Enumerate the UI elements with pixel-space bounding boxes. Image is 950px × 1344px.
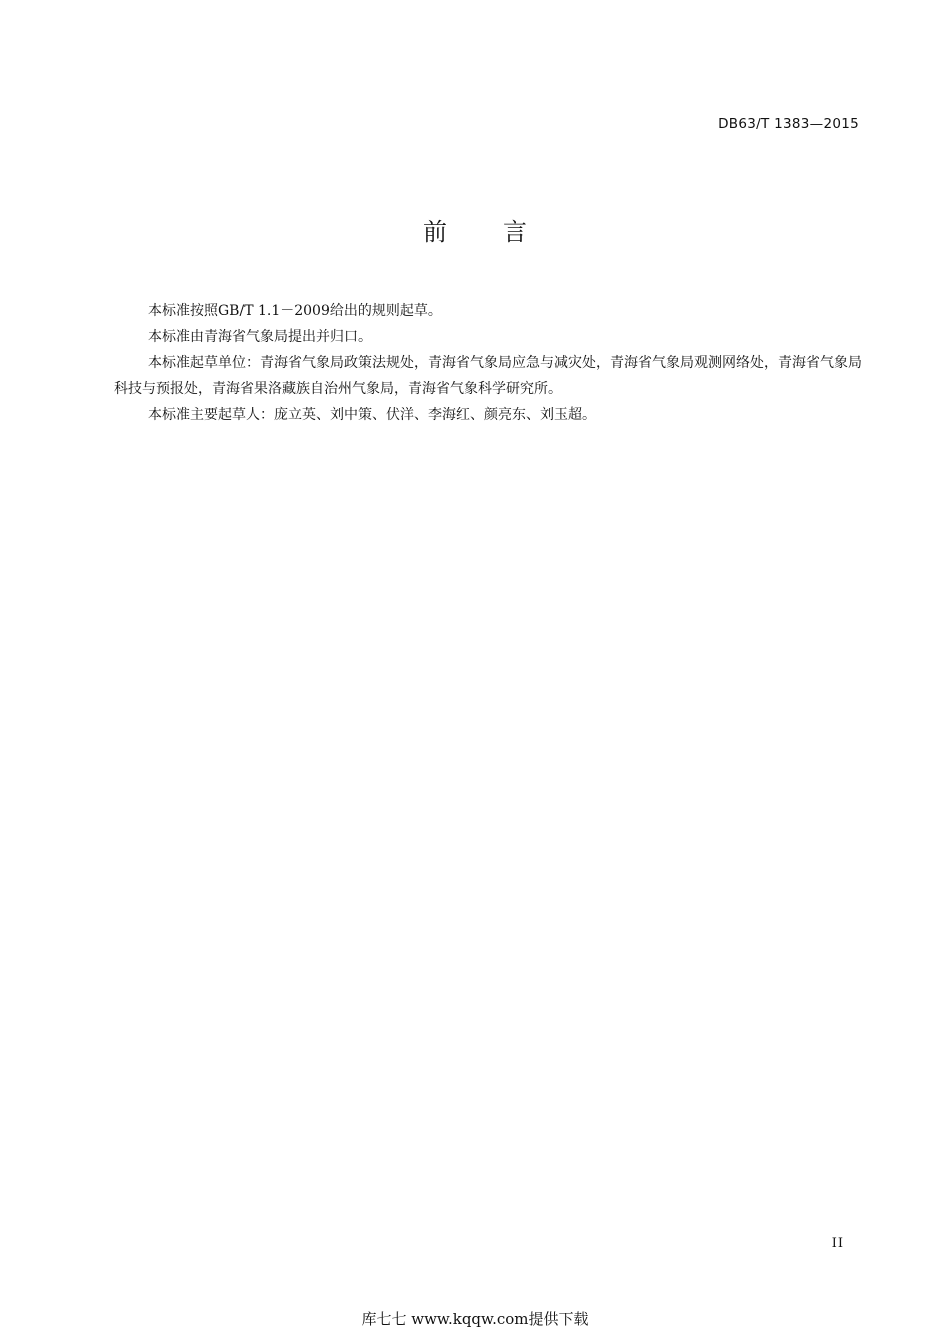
paragraph-proposer: 本标准由青海省气象局提出并归口。 [148,329,372,345]
page-number: II [831,1236,844,1251]
paragraph-drafting-rules: 本标准按照GB/T 1.1－2009给出的规则起草。 [148,303,442,319]
standard-number: DB63/T 1383—2015 [718,116,859,132]
foreword-body [114,298,862,428]
page-title: 前言 [423,218,583,246]
footer-credit: 库七七 www.kqqw.com提供下载 [361,1310,589,1328]
paragraph-drafters: 本标准主要起草人：庞立英、刘中策、伏洋、李海红、颜亮东、刘玉超。 [148,407,596,423]
paragraph-drafting-units: 本标准起草单位：青海省气象局政策法规处，青海省气象局应急与减灾处，青海省气象局观测网络处，青海省气象局科技与预报处，青海省果洛藏族自治州气象局，青海省气象科学研究所。 [114,355,862,397]
